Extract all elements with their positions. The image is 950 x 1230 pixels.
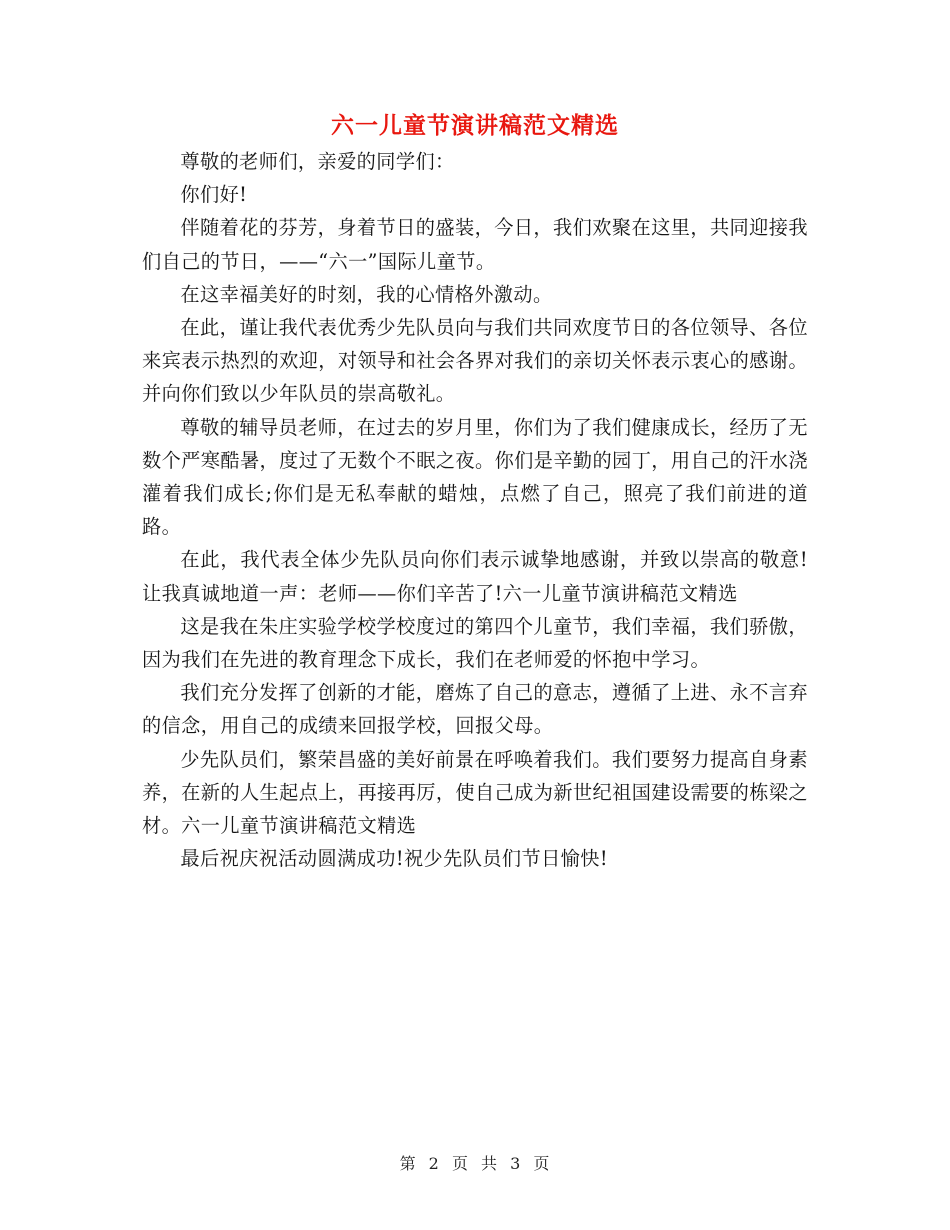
paragraph-feeling: 在这幸福美好的时刻，我的心情格外激动。 [180, 282, 553, 306]
paragraph-closing: 最后祝庆祝活动圆满成功!祝少先队员们节日愉快! [180, 847, 608, 871]
paragraph-welcome: 在此，谨让我代表优秀少先队员向与我们共同欢度节日的各位领导、各位来宾表示热烈的欢迎，对领导和社会各界对我们的亲切关怀表示衷心的感谢。并向你们致以少年队员的崇高敬礼。 [142, 316, 808, 406]
page-footer: 第 2 页 共 3 页 [399, 1154, 551, 1173]
paragraph-thanks: 在此，我代表全体少先队员向你们表示诚挚地感谢，并致以崇高的敬意!让我真诚地道一声：老师——你们辛苦了!六一儿童节演讲稿范文精选 [142, 548, 808, 605]
paragraph-opening: 伴随着花的芬芳，身着节日的盛装，今日，我们欢聚在这里，共同迎接我们自己的节日，——“六一”国际儿童节。 [142, 216, 808, 273]
paragraph-future: 少先队员们，繁荣昌盛的美好前景在呼唤着我们。我们要努力提高自身素养，在新的人生起点上，再接再厉，使自己成为新世纪祖国建设需要的栋梁之材。六一儿童节演讲稿范文精选 [142, 747, 808, 838]
paragraph-greeting: 尊敬的老师们，亲爱的同学们： [180, 150, 455, 173]
paragraph-hello: 你们好! [180, 183, 248, 207]
document-body [142, 145, 808, 875]
paragraph-teachers: 尊敬的辅导员老师，在过去的岁月里，你们为了我们健康成长，经历了无数个严寒酷暑，度过了无数个不眠之夜。你们是辛勤的园丁，用自己的汗水浇灌着我们成长;你们是无私奉献的蜡烛，点燃了自己，照亮了我们前进的道路。 [142, 415, 808, 539]
document-title: 六一儿童节演讲稿范文精选 [331, 112, 619, 139]
paragraph-creativity: 我们充分发挥了创新的才能，磨炼了自己的意志，遵循了上进、永不言弃的信念，用自己的成绩来回报学校，回报父母。 [142, 681, 808, 738]
paragraph-school: 这是我在朱庄实验学校学校度过的第四个儿童节，我们幸福，我们骄傲，因为我们在先进的教育理念下成长，我们在老师爱的怀抱中学习。 [142, 614, 808, 672]
